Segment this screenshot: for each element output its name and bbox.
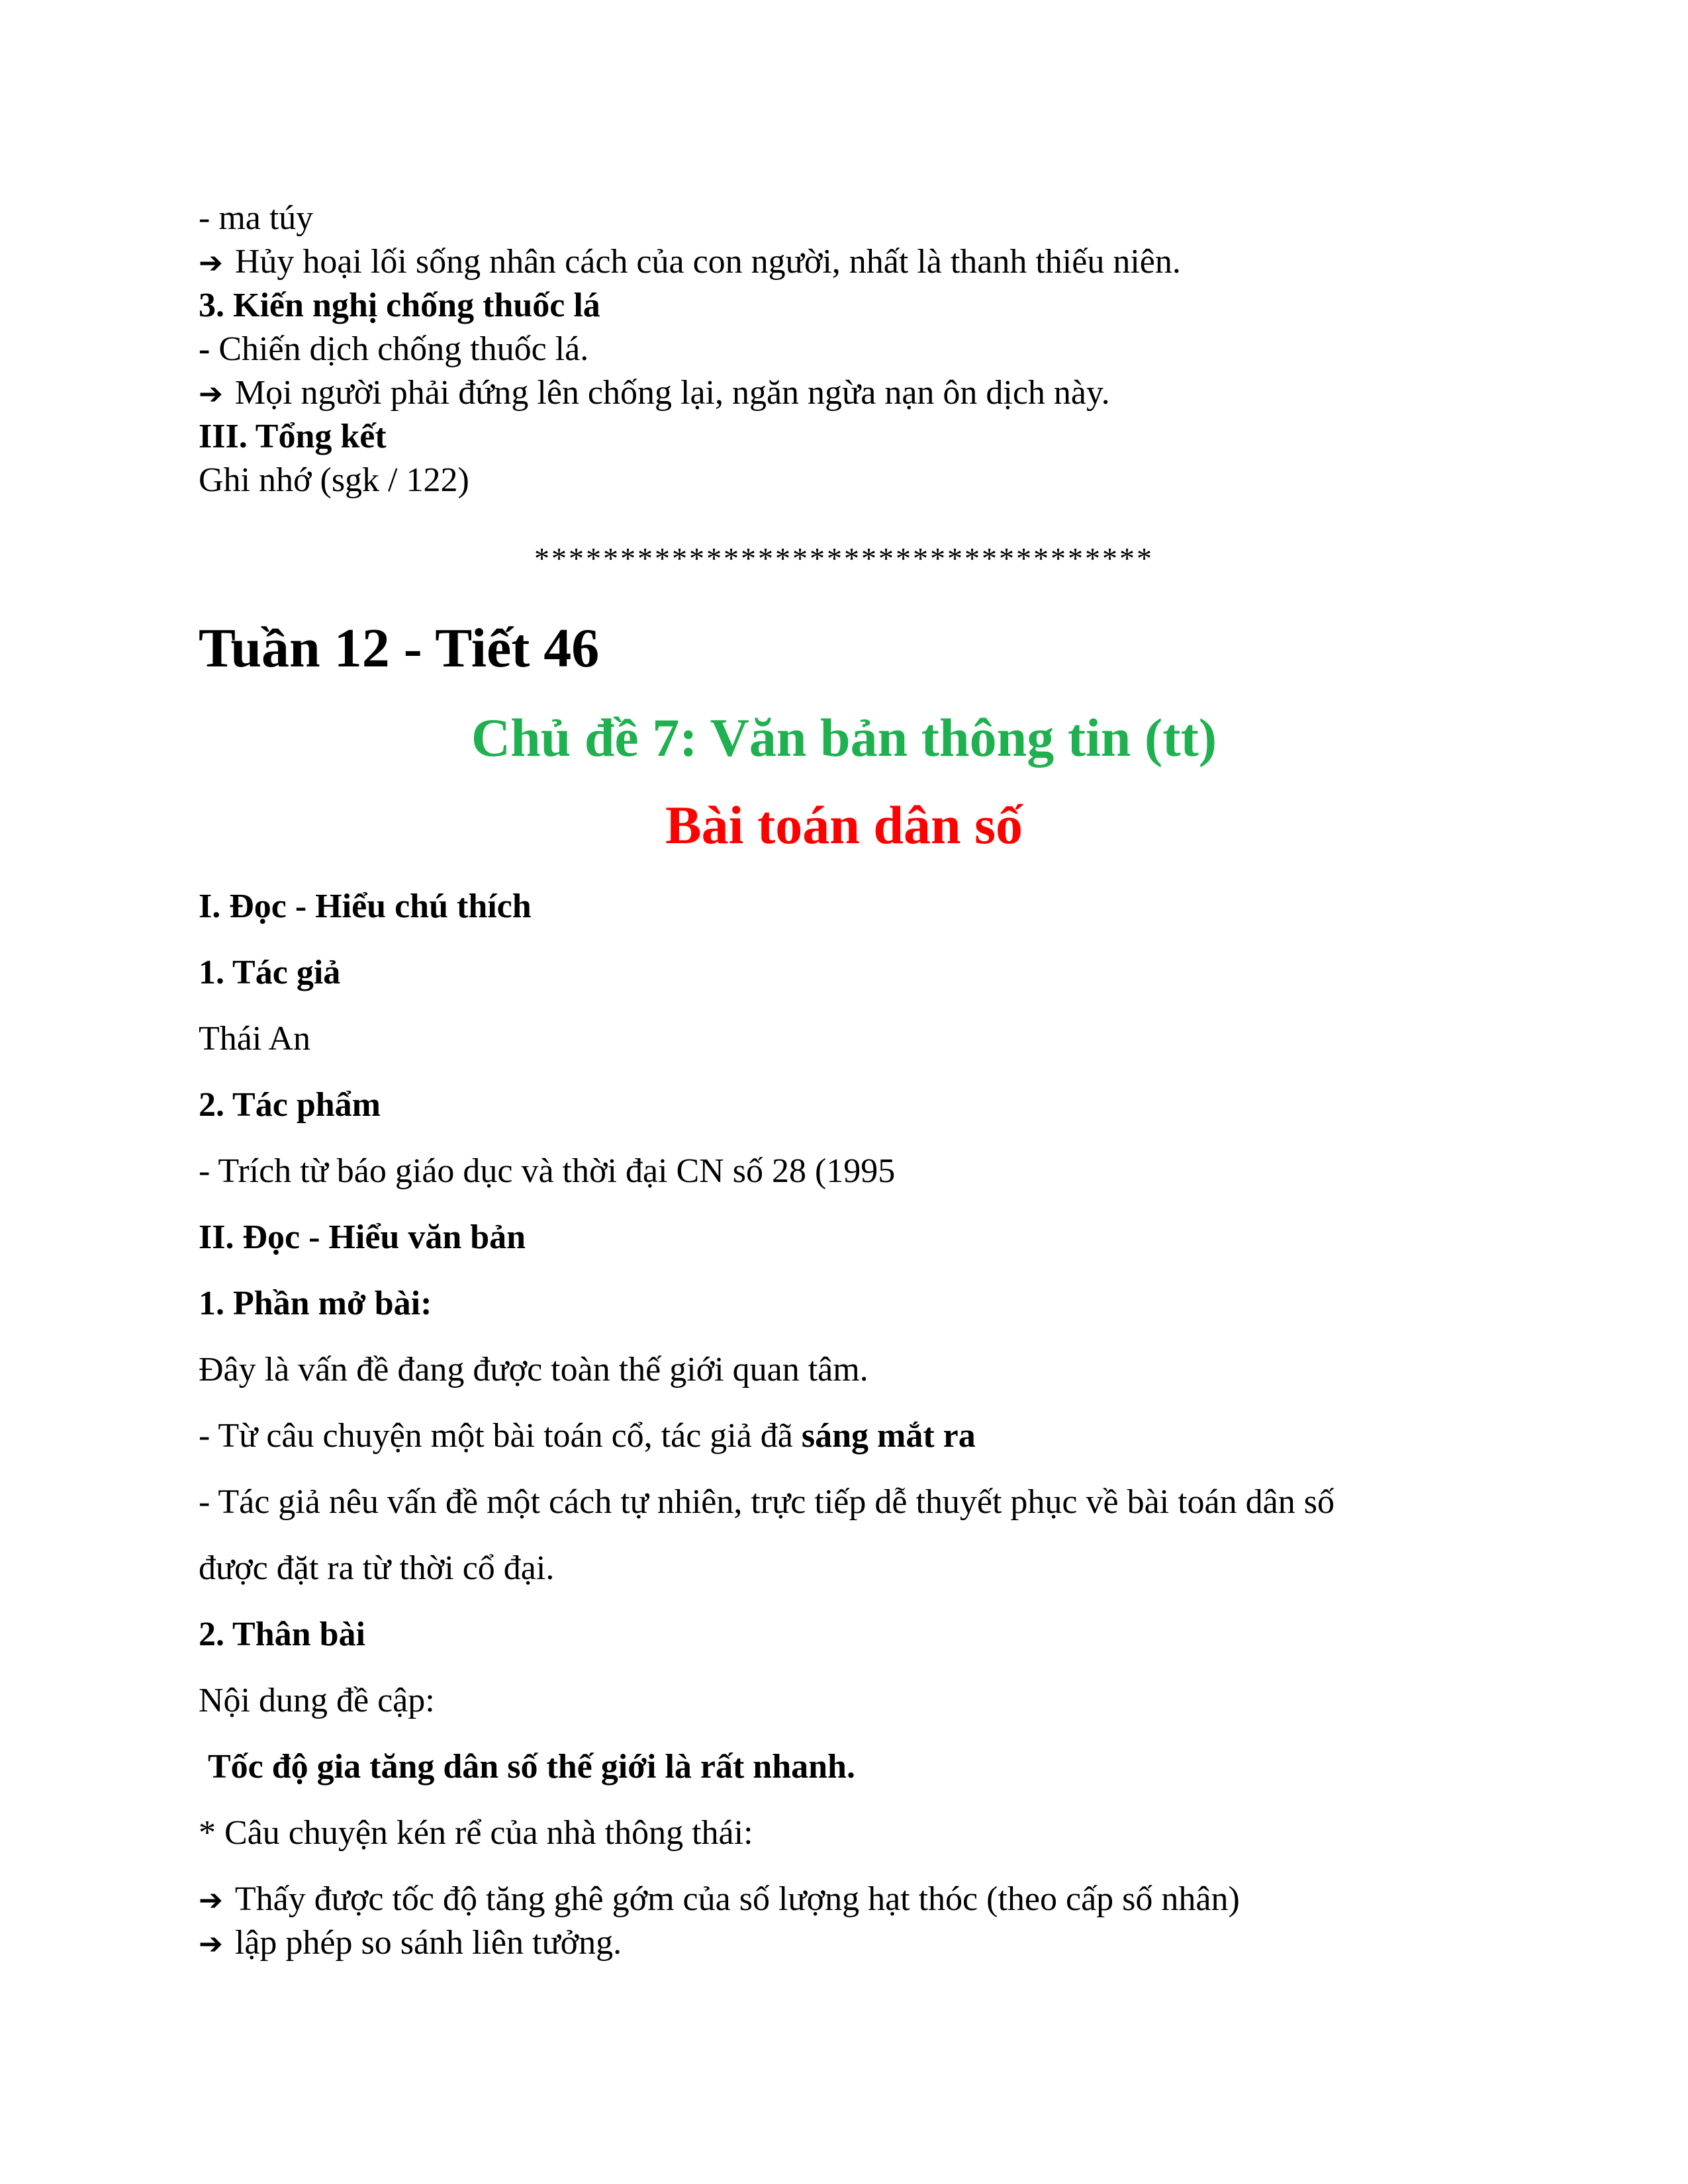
section-heading: III. Tổng kết <box>199 418 387 455</box>
text-line: Đây là vấn đề đang được toàn thế giới quan tâm. <box>199 1351 868 1388</box>
week-heading: Tuần 12 - Tiết 46 <box>199 617 600 679</box>
subsection-heading: 1. Phần mở bài: <box>199 1285 432 1322</box>
separator: ************************************ <box>534 541 1154 575</box>
text-content: Mọi người phải đứng lên chống lại, ngăn ngừa nạn ôn dịch này. <box>234 374 1110 412</box>
topic-heading: Chủ đề 7: Văn bản thông tin (tt) <box>471 707 1217 768</box>
arrow-right-icon: ➔ <box>199 246 223 280</box>
section-heading: 3. Kiến nghị chống thuốc lá <box>199 287 600 324</box>
text-line <box>199 1880 1240 1919</box>
text-line: * Câu chuyện kén rể của nhà thông thái: <box>199 1814 753 1852</box>
subsection-heading: 2. Tác phẩm <box>199 1086 381 1124</box>
emphasis-text: sáng mắt ra <box>801 1417 976 1455</box>
text-content: Thấy được tốc độ tăng ghê gớm của số lượng hạt thóc (theo cấp số nhân) <box>234 1880 1240 1918</box>
arrow-right-icon: ➔ <box>199 377 223 411</box>
section-heading: I. Đọc - Hiểu chú thích <box>199 887 532 925</box>
text-content: - Từ câu chuyện một bài toán cổ, tác giả đã <box>199 1417 802 1455</box>
text-line <box>199 242 1181 282</box>
subsection-heading: 1. Tác giả <box>199 954 341 991</box>
text-line <box>199 330 588 369</box>
arrow-right-icon: ➔ <box>199 1927 223 1961</box>
arrow-right-icon: ➔ <box>199 1884 223 1917</box>
text-line: Thái An <box>199 1020 310 1058</box>
text-line <box>199 373 1110 413</box>
lesson-title: Bài toán dân số <box>665 795 1023 855</box>
emphasis-line: Tốc độ gia tăng dân số thế giới là rất nhanh. <box>208 1748 855 1786</box>
text-line: Nội dung đề cập: <box>199 1682 435 1719</box>
text-line: Ghi nhớ (sgk / 122) <box>199 461 469 499</box>
text-line: được đặt ra từ thời cổ đại. <box>199 1549 555 1587</box>
text-line: - Trích từ báo giáo dục và thời đại CN số 28 (1995 <box>199 1152 896 1190</box>
subsection-heading: 2. Thân bài <box>199 1615 365 1653</box>
text-content: lập phép so sánh liên tưởng. <box>234 1924 622 1962</box>
text-line: - ma túy <box>199 199 314 237</box>
text-content: Chiến dịch chống thuốc lá. <box>210 330 589 368</box>
text-content: Hủy hoại lối sống nhân cách của con người, nhất là thanh thiếu niên. <box>234 243 1181 281</box>
section-heading: II. Đọc - Hiểu văn bản <box>199 1218 526 1256</box>
text-line: - Tác giả nêu vấn đề một cách tự nhiên, trực tiếp dễ thuyết phục về bài toán dân số <box>199 1483 1335 1521</box>
text-line <box>199 1923 622 1963</box>
dash-mark: - <box>199 330 211 368</box>
text-line <box>199 1416 976 1456</box>
